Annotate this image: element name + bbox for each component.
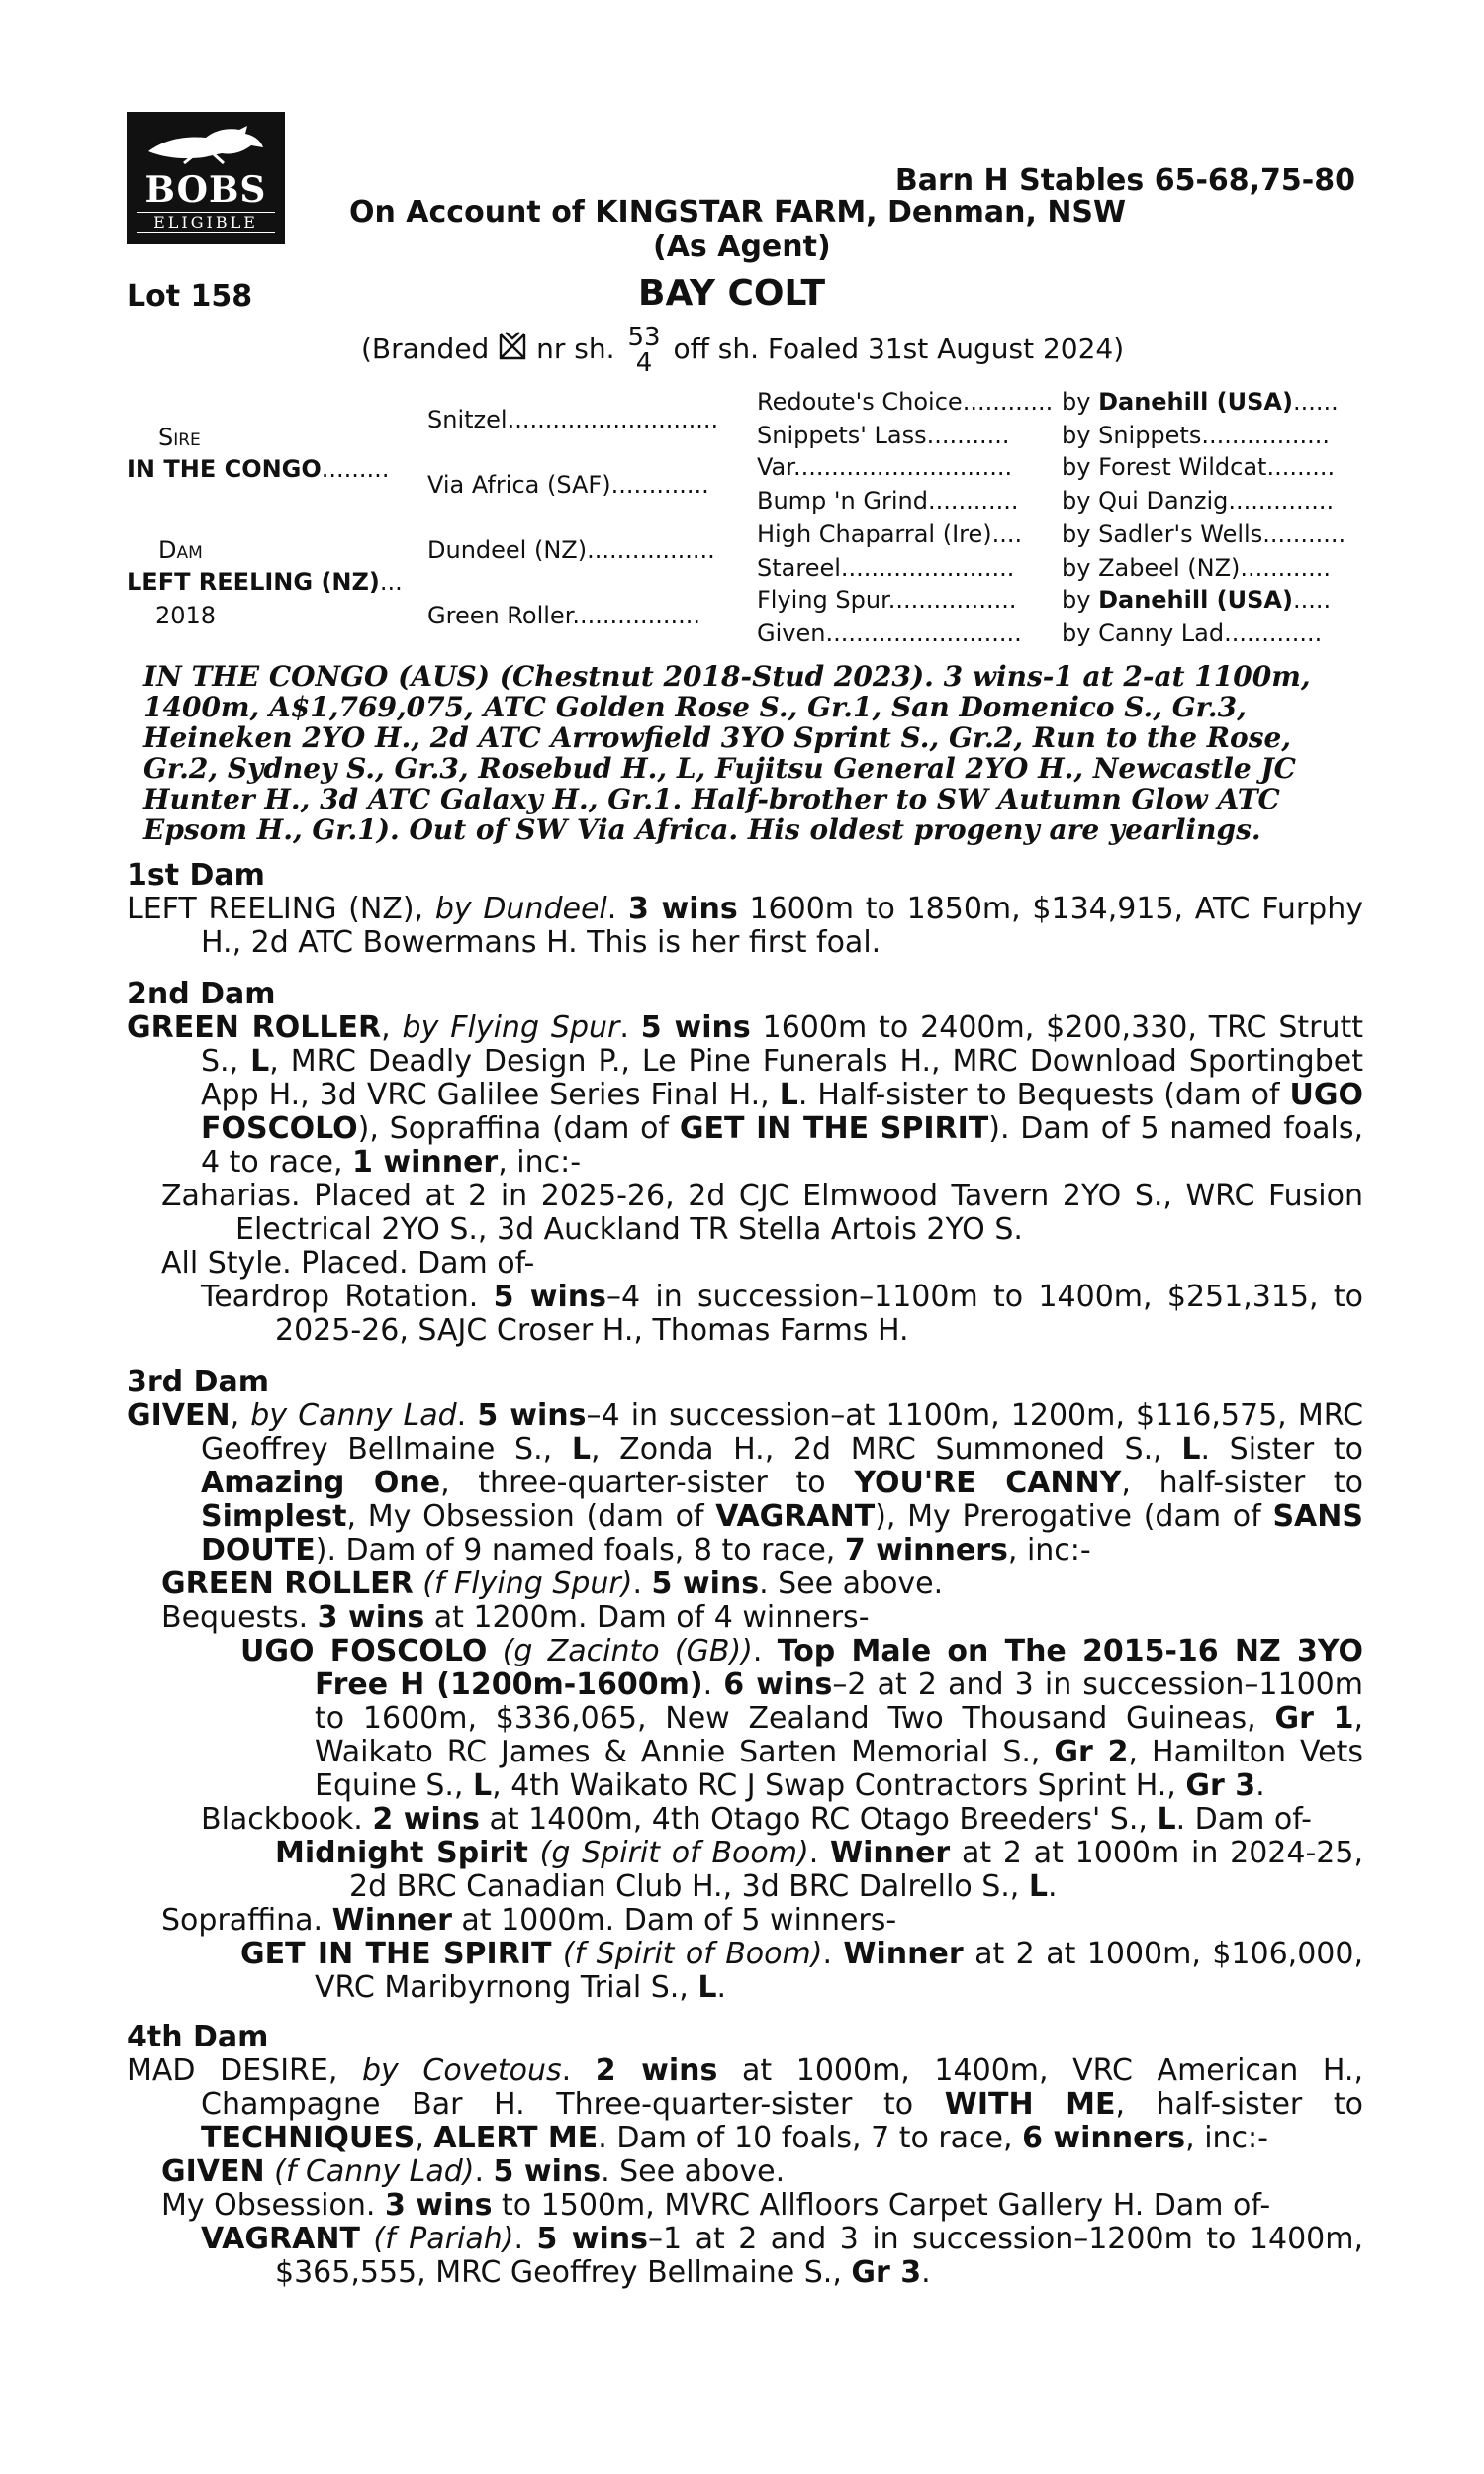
text-run: GREEN ROLLER: [161, 1567, 414, 1601]
text-run: VAGRANT: [715, 1499, 876, 1534]
text-run: ,: [415, 2121, 434, 2155]
dot-leader: ...........: [926, 422, 1010, 449]
text-run: , inc:-: [1007, 1533, 1091, 1568]
text-run: 5 wins: [477, 1398, 587, 1433]
text-run: 1600m to 1850m, $134,915, ATC Furphy H., 2d ATC Bowermans H. This is her first foal.: [201, 892, 1363, 960]
dot-leader: .................: [1201, 422, 1331, 449]
text-run: .: [619, 1010, 641, 1045]
text-run: –4 in succession–at 1100m, 1200m, $116,575, MRC Geoffrey Bellmaine S.,: [201, 1398, 1364, 1467]
third-gen-horse-name: Flying Spur: [757, 586, 888, 614]
text-run: 3 wins: [317, 1600, 425, 1635]
third-gen-horse: [757, 388, 1053, 416]
sire-summary: IN THE CONGO (AUS) (Chestnut 2018-Stud 2023). 3 wins-1 at 2-at 1100m, 1400m, A$1,769,075, ATC Golden Rose S., Gr.1, San Domenico S., Gr.3, Heineken 2YO H., 2d ATC Arrowfield 3YO Sprint S., Gr.2, Run to the Rose, Gr.2, Sydney S., Gr.3, Rosebud H., L, Fujitsu General 2YO H., Newcastle JC Hunter H., 3d ATC Galaxy H., Gr.1. Half-brother to SW Autumn Glow ATC Epsom H., Gr.1). Out of SW Via Africa. His oldest progeny are yearlings.: [143, 660, 1311, 846]
text-run: –1 at 2 and 3 in succession–1200m to 1400m, $365,555, MRC Geoffrey Bellmaine S.,: [275, 2222, 1364, 2290]
sire-sire-text: Snitzel: [427, 406, 508, 433]
text-run: 5 wins: [640, 1010, 751, 1045]
text-run: Teardrop Rotation.: [201, 1280, 494, 1314]
text-run: My Obsession.: [161, 2188, 385, 2223]
dot-leader: .............................: [792, 453, 1013, 481]
text-run: (f Pariah): [373, 2222, 514, 2256]
progeny-ugo-foscolo: [127, 1635, 1363, 1803]
text-run: 1600m to 2400m, $200,330, TRC Strutt S.,: [201, 1010, 1363, 1079]
third-gen-sire-name: Sadler's Wells: [1098, 521, 1263, 548]
text-run: at 2 at 1000m in 2024-25, 2d BRC Canadian Club H., 3d BRC Dalrello S.,: [349, 1836, 1364, 1904]
brand-foaling-line: [361, 325, 1124, 376]
text-run: YOU'RE CANNY: [854, 1466, 1122, 1500]
text-run: . See above.: [601, 2154, 786, 2189]
text-run: by Covetous: [361, 2053, 562, 2088]
text-run: GET IN THE SPIRIT: [240, 1937, 552, 1971]
text-run: by Flying Spur: [402, 1010, 620, 1045]
brand-mark-icon: [498, 331, 527, 362]
logo-text-sub: ELIGIBLE: [137, 212, 275, 233]
text-run: .: [456, 1398, 478, 1433]
text-run: Simplest: [201, 1499, 347, 1534]
dot-leader: .....: [1292, 586, 1332, 614]
dot-leader: .............: [610, 471, 709, 499]
dam-sire: [427, 536, 715, 564]
third-gen-horse: [757, 487, 1018, 515]
third-gen-sire-name: Qui Danzig: [1098, 487, 1229, 515]
third-gen-sire: [1062, 521, 1345, 548]
brand-number-bottom: 4: [635, 348, 653, 378]
text-run: ). Dam of 5 named foals, 4 to race,: [201, 1111, 1363, 1180]
third-gen-horse-name: Given: [757, 619, 826, 647]
text-run: ), Sopraffina (dam of: [357, 1111, 680, 1146]
text-run: 5 wins: [651, 1567, 760, 1601]
text-run: (f Canny Lad): [274, 2154, 475, 2189]
text-run: . Half-sister to Bequests (dam of: [797, 1078, 1290, 1112]
text-run: L: [697, 1970, 717, 2005]
text-run: [414, 1567, 423, 1601]
text-run: [487, 1634, 502, 1668]
text-run: SANS DOUTE: [201, 1499, 1363, 1568]
text-run: Midnight Spirit: [275, 1836, 528, 1870]
text-run: [360, 2222, 374, 2256]
dot-leader: .................: [887, 586, 1017, 614]
text-run: Bequests.: [161, 1600, 318, 1635]
text-run: 1 winner: [352, 1145, 499, 1180]
text-run: GIVEN: [161, 2154, 265, 2189]
text-run: ,: [230, 1398, 251, 1433]
text-run: . See above.: [759, 1567, 944, 1601]
third-gen-horse-name: Stareel: [757, 554, 841, 582]
text-run: –2 at 2 and 3 in succession–1100m to 1600m, $336,065, New Zealand Two Thousand Guineas,: [315, 1667, 1363, 1736]
second-dam-section: [127, 978, 1363, 1348]
horse-logo-icon: [144, 122, 267, 165]
text-run: .: [1048, 1869, 1058, 1904]
third-dam-paragraph: [127, 1399, 1363, 1568]
text-run: , My Obsession (dam of: [346, 1499, 716, 1534]
third-gen-horse: [757, 619, 1022, 647]
text-run: [265, 2154, 275, 2189]
by-text: by: [1062, 619, 1099, 647]
text-run: Amazing One: [201, 1466, 441, 1500]
text-run: .: [513, 2222, 537, 2256]
third-gen-horse-name: Redoute's Choice: [757, 388, 963, 416]
progeny-blackbook: [127, 1803, 1363, 1837]
text-run: at 1000m, 1400m, VRC American H., Champagne Bar H. Three-quarter-sister to: [201, 2053, 1364, 2122]
text-run: UGO FOSCOLO: [240, 1634, 488, 1668]
sire-name-text: IN THE CONGO: [127, 455, 322, 483]
vendor-account: On Account of KINGSTAR FARM, Denman, NSW: [349, 195, 1127, 230]
text-run: to 1500m, MVRC Allfloors Carpet Gallery H. Dam of-: [492, 2188, 1271, 2223]
text-run: by Canny Lad: [250, 1398, 457, 1433]
dot-leader: .........: [1266, 453, 1336, 481]
dam-dam-text: Green Roller: [427, 602, 573, 629]
third-gen-horse: [757, 422, 1010, 449]
third-gen-sire: [1062, 586, 1331, 614]
third-gen-sire-name: Danehill (USA): [1098, 586, 1293, 614]
first-dam-heading: 1st Dam: [127, 858, 265, 893]
sire-label: Sire: [158, 424, 201, 451]
third-gen-sire-name: Forest Wildcat: [1098, 453, 1267, 481]
sire-sire: [427, 406, 718, 433]
text-run: GIVEN: [127, 1398, 231, 1433]
text-run: 5 wins: [493, 2154, 602, 2189]
progeny-my-obsession: [127, 2189, 1363, 2223]
barn-location: Barn H Stables 65-68,75-80: [894, 163, 1355, 198]
dot-leader: .........: [321, 455, 390, 483]
text-run: (g Zacinto (GB)): [502, 1634, 753, 1668]
text-run: Top Male on The 2015-16 NZ 3YO Free H (1200m-1600m): [315, 1634, 1363, 1702]
text-run: ). Dam of 9 named foals, 8 to race,: [315, 1533, 845, 1568]
dam-dam: [427, 602, 700, 629]
text-run: 5 wins: [493, 1280, 606, 1314]
text-run: 6 wins: [723, 1667, 833, 1702]
third-dam-section: [127, 1366, 1363, 2005]
brand-number: [627, 325, 660, 376]
dam-label: Dam: [158, 536, 203, 564]
text-run: . Sister to: [1200, 1432, 1363, 1467]
dam-sire-text: Dundeel (NZ): [427, 536, 588, 564]
by-text: by: [1062, 554, 1099, 582]
text-run: (f Flying Spur): [422, 1567, 633, 1601]
text-run: . Dam of-: [1175, 1802, 1313, 1837]
dot-leader: ............................: [507, 406, 719, 433]
third-gen-sire-name: Zabeel (NZ): [1098, 554, 1241, 582]
dot-leader: ............: [1240, 554, 1331, 582]
text-run: at 1400m, 4th Otago RC Otago Breeders' S.,: [479, 1802, 1158, 1837]
text-run: Winner: [830, 1836, 951, 1870]
text-run: L: [1157, 1802, 1176, 1837]
text-run: L: [1028, 1869, 1049, 1904]
text-run: .: [632, 1567, 652, 1601]
second-dam-heading: 2nd Dam: [127, 977, 276, 1011]
dot-leader: ......: [1292, 388, 1339, 416]
by-text: by: [1062, 453, 1099, 481]
text-run: Gr 3: [1185, 1768, 1256, 1803]
text-run: GREEN ROLLER: [127, 1010, 382, 1045]
third-gen-horse: [757, 521, 1022, 548]
third-gen-sire: [1062, 619, 1322, 647]
brand-number-top: 53: [627, 323, 661, 352]
logo-text-main: BOBS: [144, 169, 267, 211]
brand-prefix: (Branded: [361, 333, 490, 365]
by-text: by: [1062, 388, 1099, 416]
text-run: , Zonda H., 2d MRC Summoned S.,: [590, 1432, 1182, 1467]
third-gen-sire: [1062, 453, 1335, 481]
text-run: at 1200m. Dam of 4 winners-: [424, 1600, 870, 1635]
text-run: MAD DESIRE,: [127, 2053, 362, 2088]
text-run: [551, 1937, 562, 1971]
text-run: (g Spirit of Boom): [539, 1836, 809, 1870]
text-run: .: [808, 1836, 830, 1870]
text-run: L: [1181, 1432, 1201, 1467]
horse-description: BAY COLT: [638, 273, 826, 314]
text-run: by Dundeel: [434, 892, 607, 926]
dot-leader: ....: [991, 521, 1023, 548]
brand-nearside: nr sh.: [536, 333, 615, 365]
text-run: L: [473, 1768, 493, 1803]
text-run: , three-quarter-sister to: [440, 1466, 855, 1500]
text-run: 7 winners: [844, 1533, 1008, 1568]
text-run: .: [716, 1970, 727, 2005]
bobs-eligible-logo: [127, 112, 285, 244]
third-gen-horse-name: Var: [757, 453, 793, 481]
dot-leader: ...........: [1262, 521, 1346, 548]
text-run: .: [921, 2255, 931, 2290]
by-text: by: [1062, 487, 1099, 515]
dot-leader: ............: [927, 487, 1019, 515]
text-run: .: [1255, 1768, 1265, 1803]
text-run: 3 wins: [384, 2188, 493, 2223]
third-gen-sire: [1062, 388, 1339, 416]
text-run: Winner: [331, 1903, 452, 1938]
progeny-sopraffina: [127, 1904, 1363, 1938]
text-run: , inc:-: [498, 1145, 582, 1180]
text-run: , Waikato RC James & Annie Sarten Memorial S.,: [315, 1701, 1363, 1769]
text-run: .: [822, 1937, 844, 1971]
text-run: 6 winners: [1022, 2121, 1186, 2155]
text-run: .: [606, 892, 629, 926]
third-gen-horse: [757, 453, 1012, 481]
text-run: Gr 3: [851, 2255, 922, 2290]
foaling-date: off sh. Foaled 31st August 2024): [673, 333, 1125, 365]
text-run: , half-sister to: [1121, 1466, 1363, 1500]
dot-leader: ..............: [1228, 487, 1335, 515]
text-run: 3 wins: [628, 892, 738, 926]
text-run: WITH ME: [944, 2087, 1116, 2122]
sire-dam-text: Via Africa (SAF): [427, 471, 611, 499]
third-gen-sire-name: Canny Lad: [1098, 619, 1225, 647]
progeny-all-style: All Style. Placed. Dam of-: [161, 1246, 535, 1281]
dam-name: [127, 568, 403, 596]
text-run: .: [702, 1667, 724, 1702]
by-text: by: [1062, 422, 1099, 449]
text-run: ,: [381, 1010, 403, 1045]
text-run: , half-sister to: [1115, 2087, 1363, 2122]
text-run: .: [752, 1634, 778, 1668]
text-run: VAGRANT: [201, 2222, 360, 2256]
text-run: . Dam of 10 foals, 7 to race,: [598, 2121, 1023, 2155]
second-dam-paragraph: [127, 1011, 1363, 1180]
third-gen-sire: [1062, 487, 1334, 515]
dot-leader: ..........................: [825, 619, 1022, 647]
third-gen-sire: [1062, 422, 1330, 449]
text-run: ), My Prerogative (dam of: [875, 1499, 1273, 1534]
dot-leader: .......................: [840, 554, 1015, 582]
text-run: Winner: [843, 1937, 964, 1971]
progeny-get-in-the-spirit: [127, 1938, 1363, 2005]
third-gen-sire: [1062, 554, 1331, 582]
third-gen-horse: [757, 554, 1014, 582]
text-run: , inc:-: [1185, 2121, 1268, 2155]
progeny-zaharias: Zaharias. Placed at 2 in 2025-26, 2d CJC Elmwood Tavern 2YO S., WRC Fusion Electrical 2YO S., 3d Auckland TR Stella Artois 2YO S.: [161, 1179, 1363, 1247]
dot-leader: .................: [587, 536, 715, 564]
third-gen-horse: [757, 586, 1016, 614]
text-run: at 2 at 1000m, $106,000, VRC Maribyrnong Trial S.,: [315, 1937, 1363, 2005]
text-run: (f Spirit of Boom): [562, 1937, 823, 1971]
text-run: ALERT ME: [433, 2121, 599, 2155]
third-gen-sire-name: Danehill (USA): [1098, 388, 1293, 416]
text-run: .: [561, 2053, 596, 2088]
text-run: L: [779, 1078, 798, 1112]
fourth-dam-heading: 4th Dam: [127, 2020, 269, 2054]
progeny-green-roller: [127, 1568, 1363, 1601]
third-gen-horse-name: Bump 'n Grind: [757, 487, 928, 515]
dot-leader: ...: [379, 568, 403, 596]
text-run: TECHNIQUES: [201, 2121, 416, 2155]
text-run: Gr 1: [1274, 1701, 1354, 1736]
text-run: 2 wins: [595, 2053, 718, 2088]
text-run: –4 in succession–1100m to 1400m, $251,315, to 2025-26, SAJC Croser H., Thomas Farms H.: [275, 1280, 1363, 1348]
text-run: , MRC Deadly Design P., Le Pine Funerals H., MRC Download Sportingbet App H., 3d VRC Galilee Series Final H.,: [201, 1044, 1363, 1112]
text-run: , 4th Waikato RC J Swap Contractors Sprint H.,: [492, 1768, 1186, 1803]
progeny-teardrop-rotation: [127, 1281, 1363, 1348]
text-run: L: [250, 1044, 270, 1079]
third-gen-horse-name: High Chaparral (Ire): [757, 521, 992, 548]
third-gen-sire-name: Snippets: [1098, 422, 1202, 449]
by-text: by: [1062, 586, 1099, 614]
text-run: [528, 1836, 540, 1870]
text-run: UGO FOSCOLO: [201, 1078, 1363, 1146]
dot-leader: .............: [1224, 619, 1323, 647]
text-run: L: [571, 1432, 591, 1467]
text-run: .: [474, 2154, 494, 2189]
dot-leader: .................: [572, 602, 701, 629]
text-run: Gr 2: [1054, 1735, 1129, 1769]
progeny-given: [127, 2155, 1363, 2189]
lot-number: Lot 158: [127, 279, 253, 314]
dam-name-text: LEFT REELING (NZ): [127, 568, 380, 596]
third-gen-horse-name: Snippets' Lass: [757, 422, 927, 449]
fourth-dam-paragraph: [127, 2054, 1363, 2155]
text-run: Sopraffina.: [161, 1903, 332, 1938]
dot-leader: ............: [962, 388, 1054, 416]
dam-foaled-year: 2018: [155, 602, 217, 629]
text-run: 5 wins: [536, 2222, 648, 2256]
sire-dam: [427, 471, 709, 499]
progeny-midnight-spirit: [127, 1837, 1363, 1904]
text-run: at 1000m. Dam of 5 winners-: [451, 1903, 897, 1938]
text-run: Blackbook.: [201, 1802, 373, 1837]
text-run: GET IN THE SPIRIT: [679, 1111, 989, 1146]
text-run: LEFT REELING (NZ),: [127, 892, 435, 926]
first-dam-paragraph: [127, 893, 1363, 960]
third-dam-heading: 3rd Dam: [127, 1365, 269, 1399]
sire-name: [127, 455, 389, 483]
text-run: , Hamilton Vets Equine S.,: [315, 1735, 1363, 1803]
agent-note: (As Agent): [653, 230, 831, 264]
fourth-dam-section: [127, 2021, 1363, 2290]
text-run: 2 wins: [372, 1802, 480, 1837]
progeny-bequests: [127, 1601, 1363, 1635]
by-text: by: [1062, 521, 1099, 548]
progeny-vagrant: [127, 2223, 1363, 2290]
first-dam-section: [127, 859, 1363, 960]
